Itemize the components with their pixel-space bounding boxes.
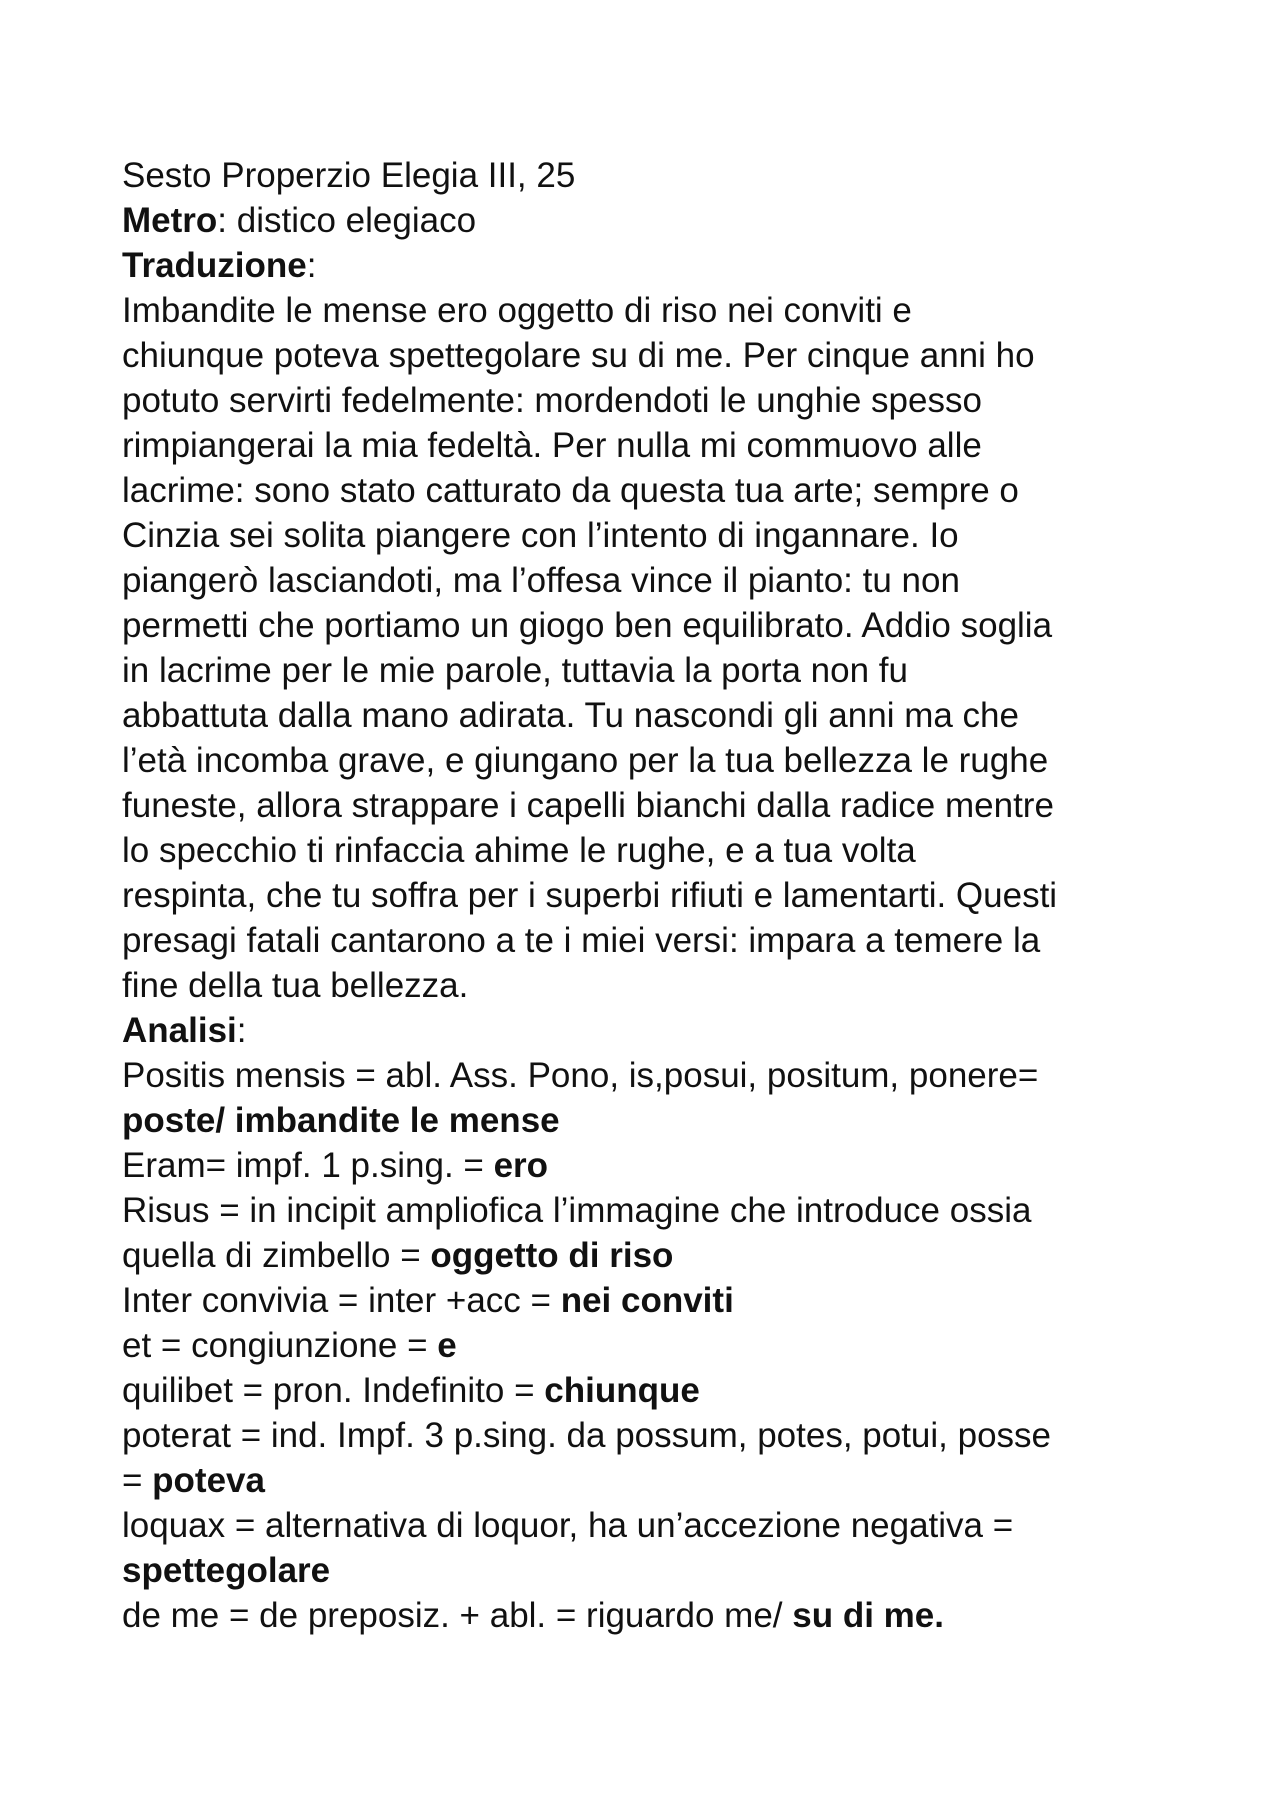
analysis-line-text: poterat = ind. Impf. 3 p.sing. da possum, potes, potui, posse (122, 1416, 1052, 1455)
translation-colon: : (306, 246, 317, 285)
analysis-line (122, 1368, 1172, 1413)
analysis-line-translation: poste/ imbandite le mense (122, 1101, 560, 1140)
analysis-colon: : (236, 1011, 247, 1050)
translation-line: funeste, allora strappare i capelli bianchi dalla radice mentre (122, 786, 1054, 825)
analysis-line-text: Eram= impf. 1 p.sing. = (122, 1146, 494, 1185)
analysis-line (122, 1053, 1172, 1098)
translation-line: lacrime: sono stato catturato da questa tua arte; sempre o (122, 471, 1019, 510)
translation-line: potuto servirti fedelmente: mordendoti le unghie spesso (122, 381, 982, 420)
analysis-line-text: = (122, 1461, 153, 1500)
translation-line: fine della tua bellezza. (122, 966, 469, 1005)
analysis-line (122, 1458, 1172, 1503)
translation-line: piangerò lasciandoti, ma l’offesa vince il pianto: tu non (122, 561, 960, 600)
analysis-line-text: loquax = alternativa di loquor, ha un’accezione negativa = (122, 1506, 1014, 1545)
meter-label: Metro (122, 201, 218, 240)
analysis-line (122, 1098, 1172, 1143)
analysis-line (122, 1503, 1172, 1548)
analysis-line-translation: spettegolare (122, 1551, 331, 1590)
translation-line: Imbandite le mense ero oggetto di riso nei conviti e (122, 291, 912, 330)
translation-label: Traduzione (122, 246, 307, 285)
translation-text (122, 288, 1172, 1008)
analysis-line-text: Inter convivia = inter +acc = (122, 1281, 561, 1320)
translation-line: abbattuta dalla mano adirata. Tu nascondi gli anni ma che (122, 696, 1019, 735)
document-title: Sesto Properzio Elegia III, 25 (122, 156, 576, 195)
analysis-line-text: et = congiunzione = (122, 1326, 438, 1365)
translation-line: chiunque poteva spettegolare su di me. Per cinque anni ho (122, 336, 1035, 375)
analysis-line-text: quilibet = pron. Indefinito = (122, 1371, 545, 1410)
translation-line: lo specchio ti rinfaccia ahime le rughe, e a tua volta (122, 831, 916, 870)
document-page (122, 153, 1172, 1638)
analysis-line-translation: chiunque (544, 1371, 700, 1410)
analysis-line-text: de me = de preposiz. + abl. = riguardo me/ (122, 1596, 793, 1635)
translation-heading (122, 243, 1172, 288)
analysis-line-translation: ero (493, 1146, 549, 1185)
translation-line: rimpiangerai la mia fedeltà. Per nulla mi commuovo alle (122, 426, 982, 465)
translation-line: permetti che portiamo un giogo ben equilibrato. Addio soglia (122, 606, 1053, 645)
analysis-line-translation: poteva (152, 1461, 265, 1500)
analysis-line (122, 1593, 1172, 1638)
meter-line (122, 198, 1172, 243)
analysis-line-text: Risus = in incipit ampliofica l’immagine che introduce ossia (122, 1191, 1032, 1230)
analysis-line (122, 1323, 1172, 1368)
analysis-line-translation: nei conviti (560, 1281, 734, 1320)
meter-value: : distico elegiaco (217, 201, 477, 240)
analysis-line-text: Positis mensis = abl. Ass. Pono, is,posui, positum, ponere= (122, 1056, 1039, 1095)
analysis-label: Analisi (122, 1011, 237, 1050)
analysis-line (122, 1143, 1172, 1188)
translation-line: in lacrime per le mie parole, tuttavia la porta non fu (122, 651, 908, 690)
translation-line: respinta, che tu soffra per i superbi rifiuti e lamentarti. Questi (122, 876, 1058, 915)
analysis-line-translation: oggetto di riso (430, 1236, 674, 1275)
translation-line: l’età incomba grave, e giungano per la tua bellezza le rughe (122, 741, 1049, 780)
analysis-line-translation: e (437, 1326, 457, 1365)
analysis-line (122, 1188, 1172, 1233)
analysis-line-translation: su di me. (792, 1596, 944, 1635)
analysis-heading (122, 1008, 1172, 1053)
analysis-line (122, 1413, 1172, 1458)
analysis-line-text: quella di zimbello = (122, 1236, 431, 1275)
translation-line: presagi fatali cantarono a te i miei versi: impara a temere la (122, 921, 1041, 960)
analysis-line (122, 1278, 1172, 1323)
analysis-list (122, 1053, 1172, 1638)
analysis-line (122, 1233, 1172, 1278)
translation-line: Cinzia sei solita piangere con l’intento di ingannare. Io (122, 516, 959, 555)
analysis-line (122, 1548, 1172, 1593)
